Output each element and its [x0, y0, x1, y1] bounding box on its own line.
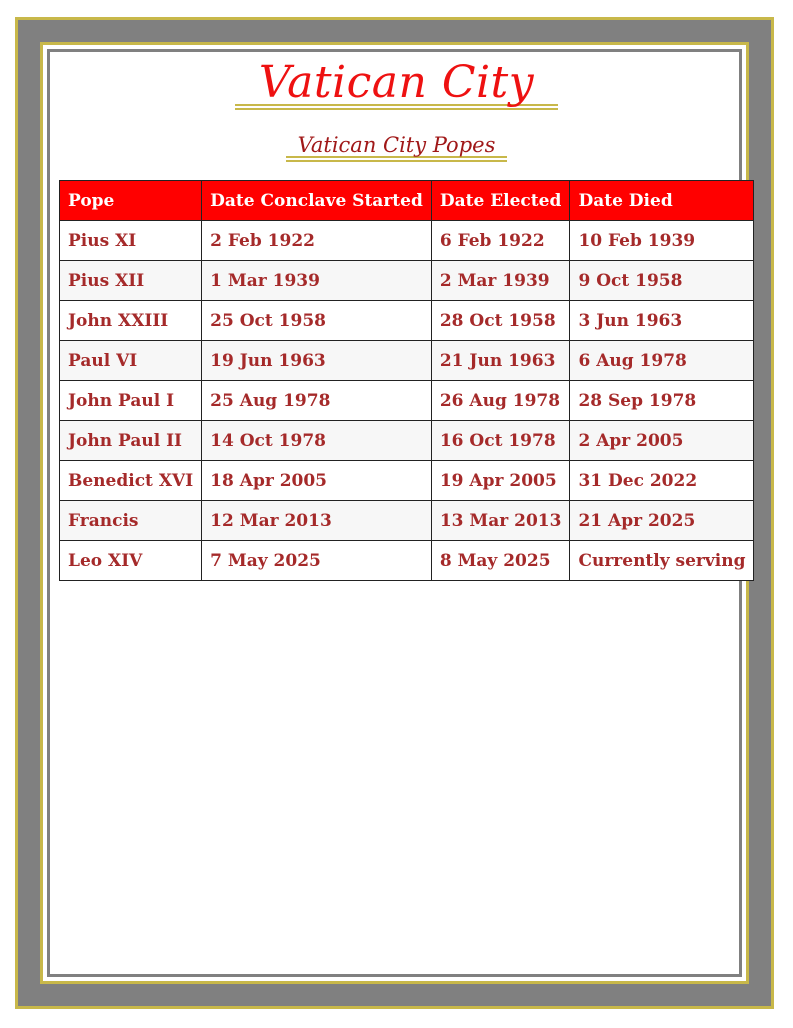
cell-conclave-started: 19 Jun 1963	[202, 341, 432, 381]
cell-pope: Benedict XVI	[60, 461, 202, 501]
cell-date-elected: 26 Aug 1978	[431, 381, 570, 421]
table-row	[60, 541, 754, 581]
cell-date-died: Currently serving	[570, 541, 754, 581]
cell-pope: Francis	[60, 501, 202, 541]
cell-conclave-started: 25 Aug 1978	[202, 381, 432, 421]
cell-date-died: 3 Jun 1963	[570, 301, 754, 341]
table-row	[60, 221, 754, 261]
cell-date-elected: 21 Jun 1963	[431, 341, 570, 381]
cell-date-died: 2 Apr 2005	[570, 421, 754, 461]
page-title-block	[0, 56, 793, 110]
cell-date-elected: 8 May 2025	[431, 541, 570, 581]
cell-date-died: 28 Sep 1978	[570, 381, 754, 421]
header-conclave-started: Date Conclave Started	[202, 181, 432, 221]
cell-conclave-started: 12 Mar 2013	[202, 501, 432, 541]
header-pope: Pope	[60, 181, 202, 221]
header-date-died: Date Died	[570, 181, 754, 221]
header-date-elected: Date Elected	[431, 181, 570, 221]
table-row	[60, 501, 754, 541]
table-row	[60, 261, 754, 301]
table-row	[60, 421, 754, 461]
cell-pope: John XXIII	[60, 301, 202, 341]
table-row	[60, 341, 754, 381]
cell-date-died: 9 Oct 1958	[570, 261, 754, 301]
cell-date-elected: 6 Feb 1922	[431, 221, 570, 261]
cell-date-elected: 2 Mar 1939	[431, 261, 570, 301]
cell-date-died: 21 Apr 2025	[570, 501, 754, 541]
page-subtitle: Vatican City Popes	[297, 133, 496, 157]
cell-date-died: 31 Dec 2022	[570, 461, 754, 501]
cell-conclave-started: 18 Apr 2005	[202, 461, 432, 501]
table-row	[60, 301, 754, 341]
cell-conclave-started: 14 Oct 1978	[202, 421, 432, 461]
cell-pope: Paul VI	[60, 341, 202, 381]
popes-table	[59, 180, 754, 581]
cell-date-died: 6 Aug 1978	[570, 341, 754, 381]
cell-date-died: 10 Feb 1939	[570, 221, 754, 261]
cell-conclave-started: 1 Mar 1939	[202, 261, 432, 301]
page-title: Vatican City	[258, 57, 535, 108]
cell-pope: Pius XII	[60, 261, 202, 301]
table-header-row	[60, 181, 754, 221]
subtitle-underline-bottom	[286, 160, 508, 162]
page-subtitle-block	[0, 130, 793, 160]
cell-conclave-started: 2 Feb 1922	[202, 221, 432, 261]
cell-pope: John Paul II	[60, 421, 202, 461]
title-underline-bottom	[235, 108, 558, 110]
cell-date-elected: 13 Mar 2013	[431, 501, 570, 541]
cell-pope: Leo XIV	[60, 541, 202, 581]
cell-date-elected: 28 Oct 1958	[431, 301, 570, 341]
table-row	[60, 461, 754, 501]
table-row	[60, 381, 754, 421]
cell-pope: Pius XI	[60, 221, 202, 261]
cell-pope: John Paul I	[60, 381, 202, 421]
cell-date-elected: 19 Apr 2005	[431, 461, 570, 501]
cell-conclave-started: 7 May 2025	[202, 541, 432, 581]
cell-conclave-started: 25 Oct 1958	[202, 301, 432, 341]
cell-date-elected: 16 Oct 1978	[431, 421, 570, 461]
